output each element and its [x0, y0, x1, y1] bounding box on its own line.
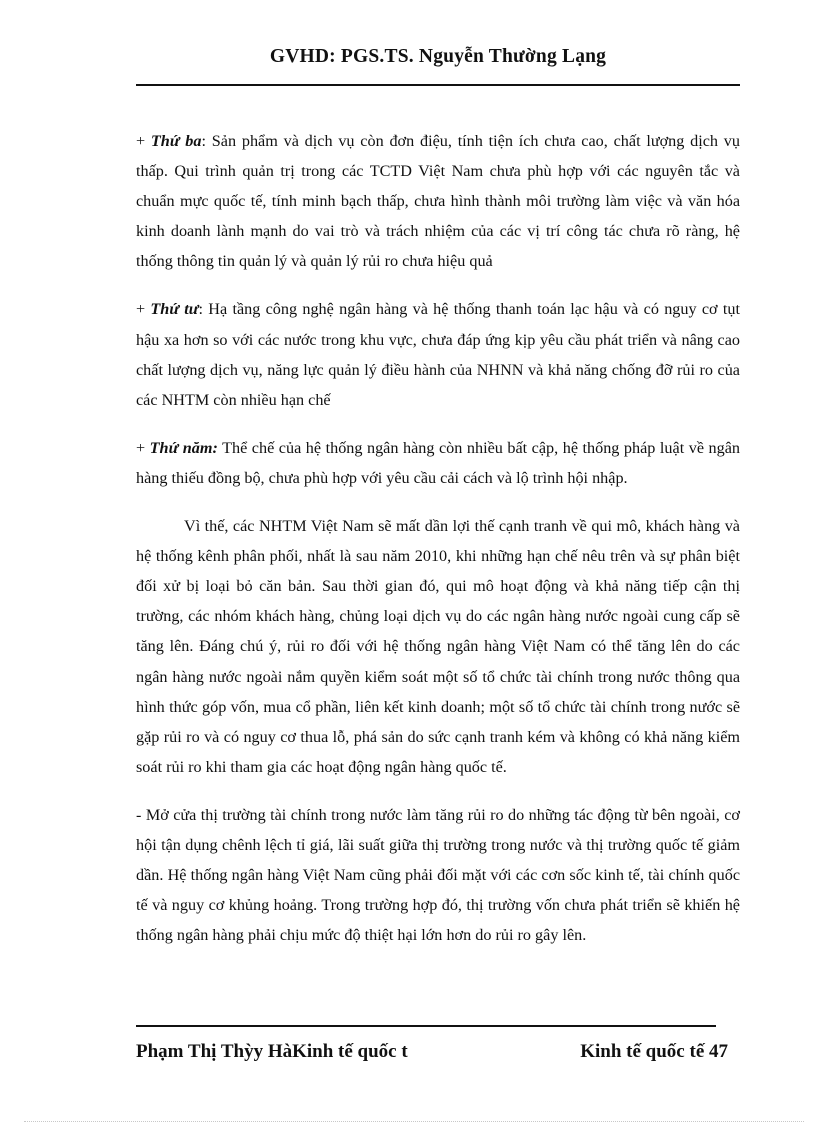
bullet-marker: +	[136, 300, 151, 319]
paragraph-market-opening: - Mở cửa thị trường tài chính trong nước làm tăng rủi ro do những tác động từ bên ngoài, cơ hội tận dụng chênh lệch tỉ giá, lãi suất giữa thị trường trong nước và thị trường quốc tế giảm dần. Hệ thống ngân hàng Việt Nam cũng phải đối mặt với các cơn sốc kinh tế, tài chính quốc tế và nguy cơ khủng hoảng. Trong trường hợp đó, thị trường vốn chưa phát triển sẽ khiến hệ thống ngân hàng phải chịu mức độ thiệt hại lớn hơn do rủi ro gây lên.	[136, 805, 740, 945]
page-header: GVHD: PGS.TS. Nguyễn Thường Lạng	[269, 46, 607, 67]
paragraph-lead: Thứ năm:	[149, 438, 218, 457]
page-bottom-edge	[24, 1121, 804, 1122]
paragraph-text: : Hạ tầng công nghệ ngân hàng và hệ thống thanh toán lạc hậu và có nguy cơ tụt hậu xa hơn so với các nước trong khu vực, chưa đáp ứng kịp yêu cầu phát triển và nâng cao chất lượng dịch vụ, năng lực quản lý điều hành của NHNN và khả năng chống đỡ rủi ro của các NHTM còn nhiều hạn chế	[136, 300, 740, 409]
paragraph-thu-ba	[136, 126, 740, 276]
bullet-marker: +	[136, 132, 151, 150]
footer-divider	[136, 1025, 716, 1027]
paragraph-lead: Thứ ba	[150, 132, 202, 150]
footer-page-number: Kinh tế quốc tế 47	[580, 1041, 728, 1062]
paragraph-thu-tu	[136, 294, 740, 414]
paragraph-lead: Thứ tư	[150, 300, 199, 319]
paragraph-text: Thể chế của hệ thống ngân hàng còn nhiều bất cập, hệ thống pháp luật về ngân hàng thiếu đồng bộ, chưa phù hợp với yêu cầu cải cách và lộ trình hội nhập.	[136, 438, 741, 487]
paragraph-text: : Sản phẩm và dịch vụ còn đơn điệu, tính tiện ích chưa cao, chất lượng dịch vụ thấp. Qui trình quản trị trong các TCTD Việt Nam chưa phù hợp với các nguyên tắc và chuẩn mực quốc tế, tính minh bạch thấp, chưa hình thành môi trường làm việc và văn hóa kinh doanh lành mạnh do vai trò và trách nhiệm của các vị trí công tác chưa rõ ràng, hệ thống thông tin quản lý và quản lý rủi ro chưa hiệu quả	[136, 132, 740, 271]
paragraph-conclusion: Vì thế, các NHTM Việt Nam sẽ mất dần lợi thế cạnh tranh về qui mô, khách hàng và hệ thống kênh phân phối, nhất là sau năm 2010, khi những hạn chế nêu trên và sự phân biệt đối xử bị loại bỏ căn bản. Sau thời gian đó, qui mô hoạt động và khả năng tiếp cận thị trường, các nhóm khách hàng, chủng loại dịch vụ do các ngân hàng nước ngoài cung cấp sẽ tăng lên. Đáng chú ý, rủi ro đối với hệ thống ngân hàng Việt Nam có thể tăng lên do các ngân hàng nước ngoài nắm quyền kiểm soát một số tổ chức tài chính trong nước thông qua hình thức góp vốn, mua cổ phần, liên kết kinh doanh; một số tổ chức tài chính trong nước sẽ gặp rủi ro và có nguy cơ thua lỗ, phá sản do sức cạnh tranh kém và không có khả năng kiểm soát rủi ro khi tham gia các hoạt động ngân hàng quốc tế.	[136, 517, 740, 776]
paragraph-thu-nam	[136, 433, 740, 493]
footer-author: Phạm Thị Thỳy HàKinh tế quốc t	[136, 1041, 408, 1062]
document-body	[136, 126, 740, 950]
header-divider	[136, 84, 740, 86]
bullet-marker: +	[136, 438, 150, 457]
